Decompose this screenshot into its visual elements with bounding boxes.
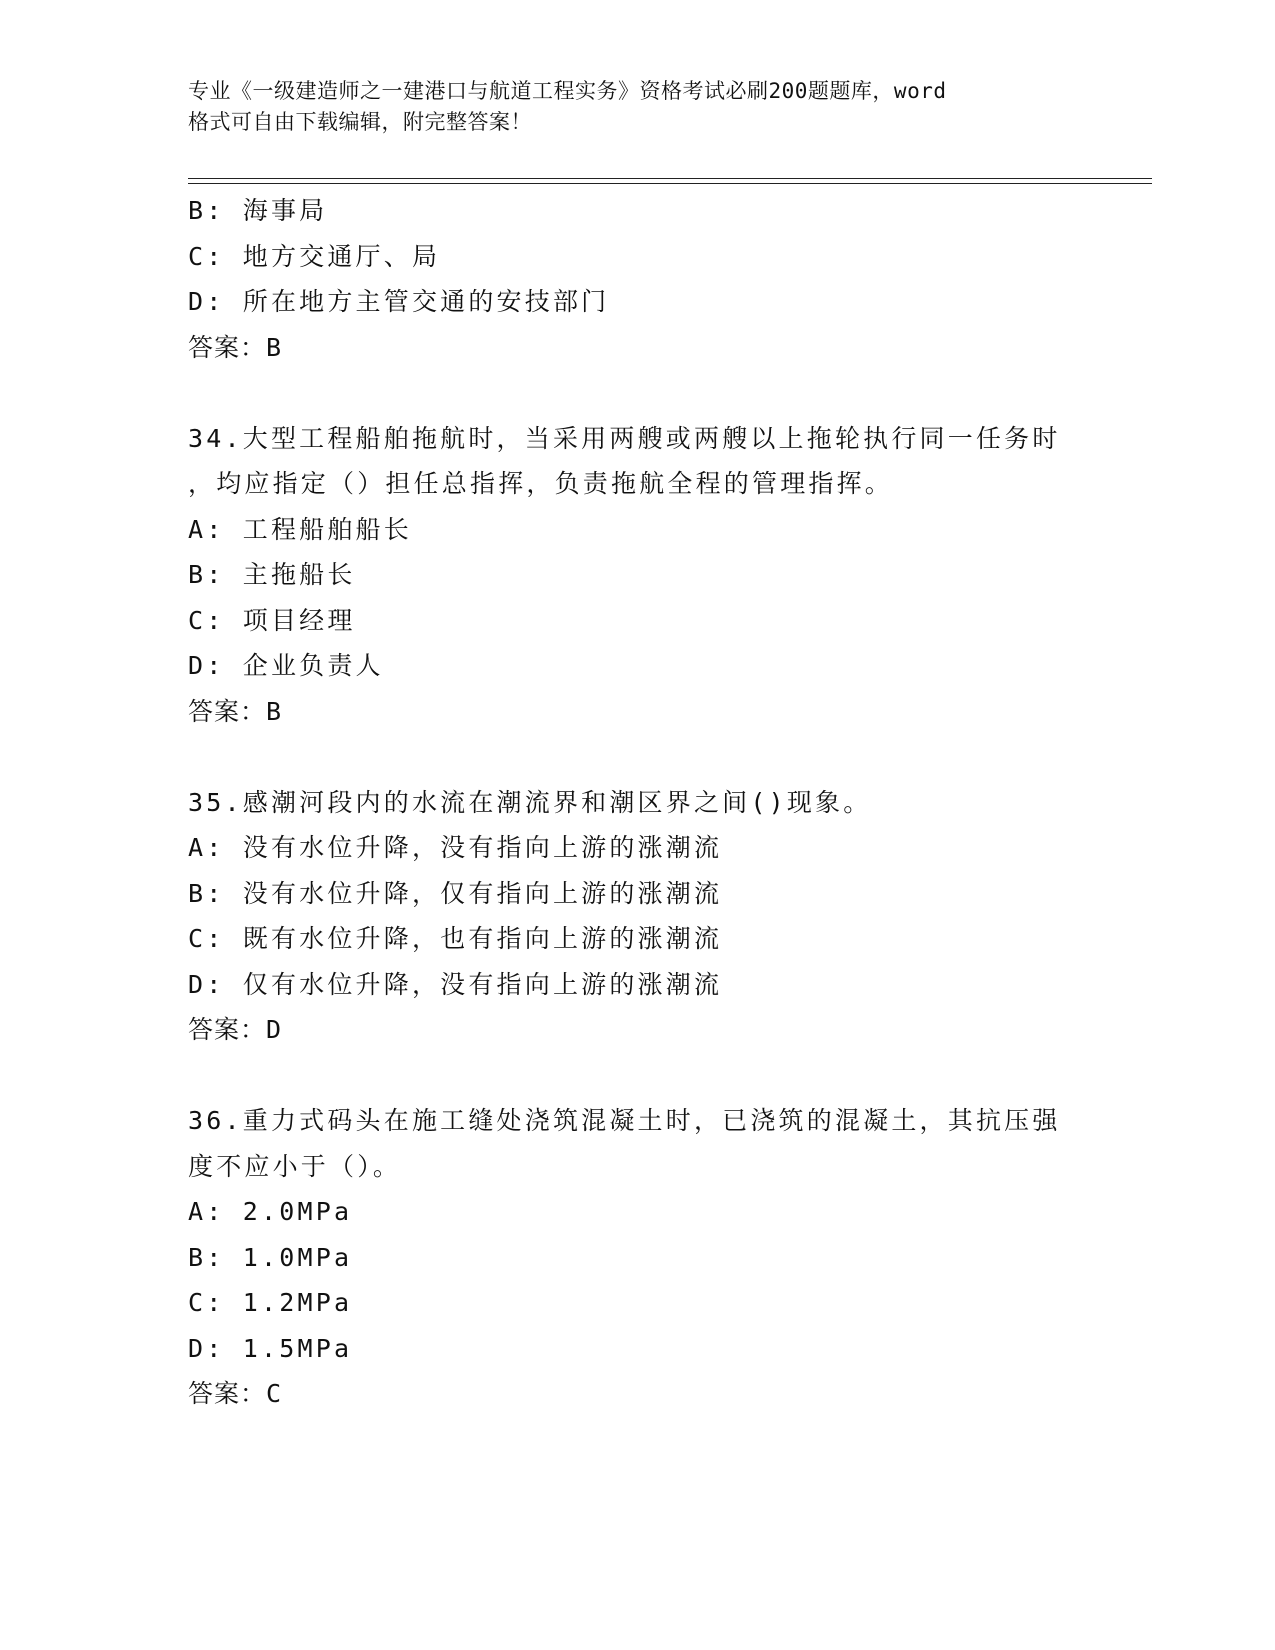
- question-34: [188, 416, 1088, 735]
- spacer: [188, 370, 1088, 416]
- option-b: B: 1.0MPa: [188, 1242, 353, 1272]
- question-text: 35.感潮河段内的水流在潮流界和潮区界之间()现象。: [188, 787, 872, 817]
- option-b: B: 海事局: [188, 196, 328, 225]
- question-text: ，均应指定（）担任总指挥，负责拖航全程的管理指挥。: [188, 469, 894, 498]
- answer-line: 答案：B: [188, 332, 283, 362]
- question-text: 34.大型工程船舶拖航时，当采用两艘或两艘以上拖轮执行同一任务时: [188, 423, 1061, 453]
- question-35: [188, 780, 1088, 1053]
- question-block-continued: [188, 188, 1088, 370]
- option-b: B: 没有水位升降，仅有指向上游的涨潮流: [188, 878, 723, 908]
- option-b: B: 主拖船长: [188, 560, 356, 589]
- page-header: [188, 76, 1068, 138]
- option-d: D: 1.5MPa: [188, 1333, 353, 1363]
- header-line-1: 专业《一级建造师之一建港口与航道工程实务》资格考试必刷200题题库，word: [188, 79, 947, 103]
- answer-line: 答案：B: [188, 696, 283, 726]
- option-a: A: 2.0MPa: [188, 1197, 353, 1226]
- question-36: [188, 1098, 1088, 1417]
- option-d: D: 所在地方主管交通的安技部门: [188, 287, 610, 316]
- spacer: [188, 1053, 1088, 1099]
- option-d: D: 企业负责人: [188, 651, 384, 680]
- document-body: [188, 188, 1088, 1417]
- option-c: C: 1.2MPa: [188, 1288, 353, 1317]
- option-d: D: 仅有水位升降，没有指向上游的涨潮流: [188, 969, 723, 999]
- header-line-2: 格式可自由下载编辑，附完整答案！: [188, 110, 532, 134]
- question-text: 36.重力式码头在施工缝处浇筑混凝土时，已浇筑的混凝土，其抗压强: [188, 1106, 1061, 1135]
- header-divider-top: [188, 178, 1152, 179]
- option-c: C: 既有水位升降，也有指向上游的涨潮流: [188, 924, 723, 953]
- header-divider-bottom: [188, 183, 1152, 184]
- question-text: 度不应小于（）。: [188, 1151, 402, 1181]
- answer-line: 答案：C: [188, 1379, 283, 1408]
- option-c: C: 地方交通厅、局: [188, 241, 441, 271]
- spacer: [188, 734, 1088, 780]
- option-c: C: 项目经理: [188, 605, 356, 635]
- answer-line: 答案：D: [188, 1015, 283, 1044]
- option-a: A: 工程船舶船长: [188, 514, 412, 544]
- option-a: A: 没有水位升降，没有指向上游的涨潮流: [188, 833, 723, 862]
